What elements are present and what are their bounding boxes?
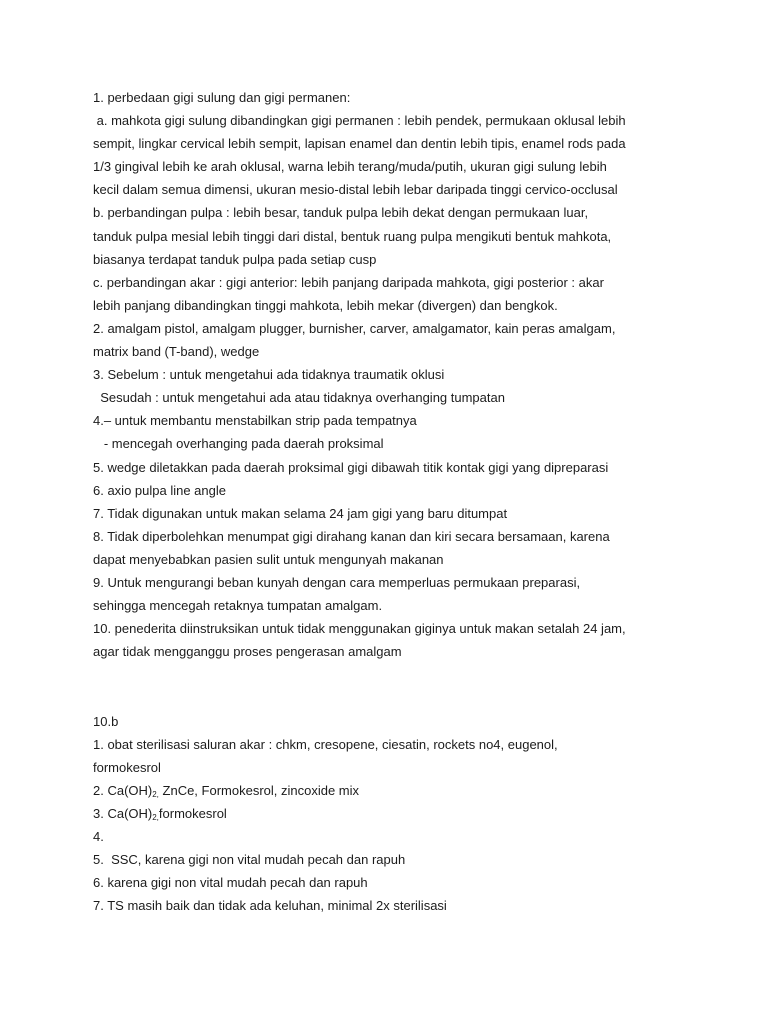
text-line: kecil dalam semua dimensi, ukuran mesio-distal lebih lebar daripada tinggi cervico-occlusal [93, 182, 618, 198]
text-line: 1. perbedaan gigi sulung dan gigi permanen: [93, 90, 351, 105]
blank-line [93, 686, 693, 709]
text-line: 6. karena gigi non vital mudah pecah dan rapuh [93, 875, 368, 891]
formula-subscript: 2, [152, 812, 159, 822]
text-line-formula [93, 802, 693, 825]
text-line: b. perbandingan pulpa : lebih besar, tanduk pulpa lebih dekat dengan permukaan luar, [93, 205, 589, 221]
text-line: 9. Untuk mengurangi beban kunyah dengan cara memperluas permukaan preparasi, [93, 574, 581, 590]
text-line: c. perbandingan akar : gigi anterior: lebih panjang daripada mahkota, gigi posterior : akar [93, 274, 604, 290]
text-line: matrix band (T-band), wedge [93, 344, 260, 360]
text-line: sehingga mencegah retaknya tumpatan amalgam. [93, 598, 383, 614]
text-line: 2. amalgam pistol, amalgam plugger, burnisher, carver, amalgamator, kain peras amalgam, [93, 320, 616, 336]
formula-suffix: formokesrol [158, 805, 227, 821]
text-line: 8. Tidak diperbolehkan menumpat gigi dirahang kanan dan kiri secara bersamaan, karena [93, 528, 610, 544]
text-line: biasanya terdapat tanduk pulpa pada setiap cusp [93, 251, 377, 267]
text-line: 1. obat sterilisasi saluran akar : chkm, cresopene, ciesatin, rockets no4, eugenol, [93, 736, 558, 752]
text-line: 4.– untuk membantu menstabilkan strip pada tempatnya [93, 413, 417, 429]
text-line: 5. SSC, karena gigi non vital mudah pecah dan rapuh [93, 852, 406, 868]
text-line: - mencegah overhanging pada daerah proksimal [93, 436, 384, 452]
text-line: 4. [93, 829, 104, 844]
document-body [93, 86, 693, 917]
text-line: 6. axio pulpa line angle [93, 482, 226, 498]
text-line: 3. Sebelum : untuk mengetahui ada tidaknya traumatik oklusi [93, 367, 445, 383]
text-line: 7. Tidak digunakan untuk makan selama 24 jam gigi yang baru ditumpat [93, 505, 508, 521]
text-line: 10. penederita diinstruksikan untuk tidak menggunakan giginya untuk makan setalah 24 jam, [93, 621, 626, 637]
text-line: 7. TS masih baik dan tidak ada keluhan, minimal 2x sterilisasi [93, 898, 447, 914]
answer-section-b [93, 710, 693, 918]
formula-suffix: ZnCe, Formokesrol, zincoxide mix [158, 782, 360, 798]
text-line: lebih panjang dibandingkan tinggi mahkota, lebih mekar (divergen) dan bengkok. [93, 297, 558, 313]
text-line: sempit, lingkar cervical lebih sempit, lapisan enamel dan dentin lebih tipis, enamel rods pada [93, 136, 626, 152]
text-line: Sesudah : untuk mengetahui ada atau tidaknya overhanging tumpatan [93, 390, 505, 406]
text-line: dapat menyebabkan pasien sulit untuk mengunyah makanan [93, 551, 444, 567]
text-line-formula [93, 779, 693, 802]
answer-section-a [93, 86, 693, 663]
formula-subscript: 2, [152, 789, 159, 799]
text-line: agar tidak mengganggu proses pengerasan amalgam [93, 644, 402, 660]
formula-prefix: 2. Ca(OH) [93, 782, 153, 798]
blank-line [93, 663, 693, 686]
text-line: tanduk pulpa mesial lebih tinggi dari distal, bentuk ruang pulpa mengikuti bentuk mahkota, [93, 228, 612, 244]
text-line: a. mahkota gigi sulung dibandingkan gigi permanen : lebih pendek, permukaan oklusal lebih [93, 113, 626, 129]
formula-prefix: 3. Ca(OH) [93, 805, 153, 821]
section-heading: 10.b [93, 713, 119, 729]
text-line: 1/3 gingival lebih ke arah oklusal, warna lebih terang/muda/putih, ukuran gigi sulung lebih [93, 159, 607, 175]
text-line: formokesrol [93, 759, 161, 775]
text-line: 5. wedge diletakkan pada daerah proksimal gigi dibawah titik kontak gigi yang dipreparasi [93, 459, 609, 475]
